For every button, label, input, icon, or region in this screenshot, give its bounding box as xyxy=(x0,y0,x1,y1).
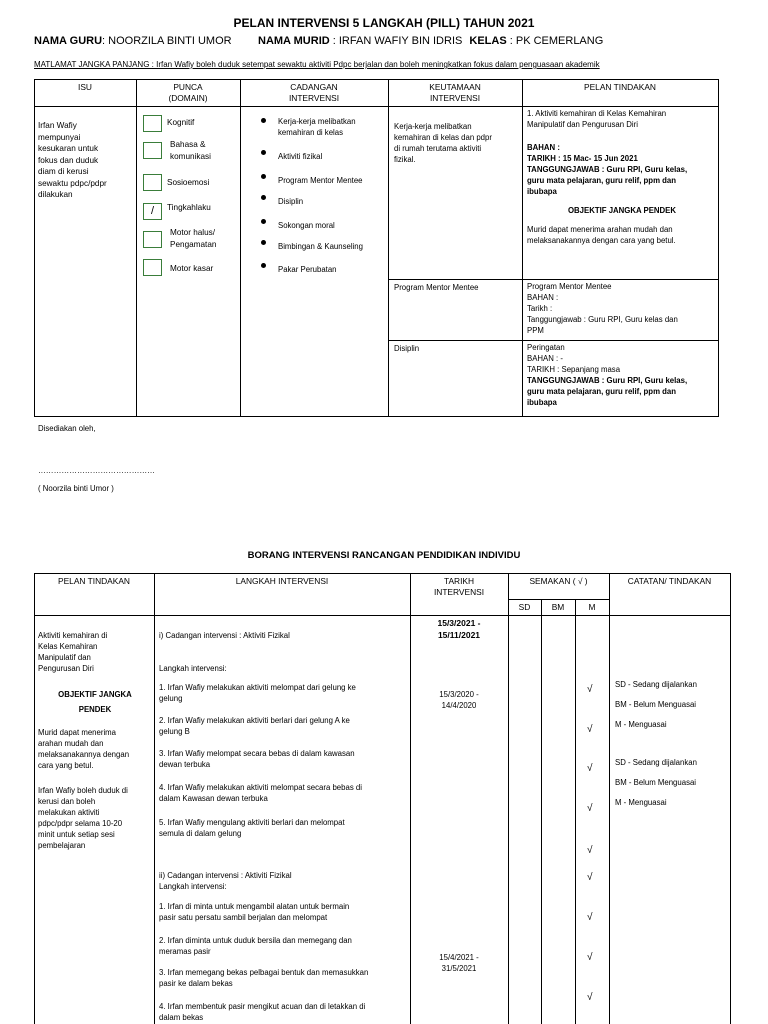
checkmark-icon: √ xyxy=(587,912,593,923)
keutamaan-1-line: di rumah terutama aktiviti xyxy=(394,144,482,153)
pelan-3-line: guru mata pelajaran, guru relif, ppm dan xyxy=(527,387,677,396)
murid-value: : IRFAN WAFIY BIN IDRIS xyxy=(332,35,463,47)
langkah-intervensi-1: Langkah intervensi: xyxy=(159,664,227,673)
header-punca-line1: PUNCA xyxy=(173,82,203,92)
cadangan-6: Bimbingan & Kaunseling xyxy=(278,242,363,251)
isu-line: sewaktu pdpc/pdpr xyxy=(38,178,107,188)
pelan2-col-line: minit untuk setiap sesi xyxy=(38,830,115,839)
header-punca xyxy=(136,82,240,104)
pelan2-col-line: pembelajaran xyxy=(38,841,86,850)
header2-m: M xyxy=(588,602,596,612)
step2-1 xyxy=(159,901,409,923)
header2-tarikh-line2: INTERVENSI xyxy=(433,587,485,597)
pelan2-col-line: melakukan aktiviti xyxy=(38,808,100,817)
pelan2-col-line: cara yang betul. xyxy=(38,761,94,770)
bullet-icon xyxy=(261,219,266,224)
step-line: dalam bekas xyxy=(159,1013,204,1022)
doc2-title: BORANG INTERVENSI RANCANGAN PENDIDIKAN INDIVIDU xyxy=(247,550,521,561)
header-keutamaan-line1: KEUTAMAAN xyxy=(429,82,481,92)
domain-sosioemosi: Sosioemosi xyxy=(167,178,210,187)
pelan-1-objektif-text: Murid dapat menerima arahan mudah dan xyxy=(527,225,673,234)
step-line: 1. Irfan Wafiy melakukan aktiviti melompat dari gelung ke xyxy=(159,683,356,692)
step-line: 1. Irfan di minta untuk mengambil alatan untuk bermain xyxy=(159,902,350,911)
tarikh-line: 15/4/2021 - xyxy=(439,953,479,962)
guru-row xyxy=(34,35,232,47)
step-line: 3. Irfan memegang bekas pelbagai bentuk dan memasukkan xyxy=(159,968,369,977)
tarikh-range-3 xyxy=(410,952,508,974)
step2-3 xyxy=(159,967,409,989)
pelan-1-line: Manipulatif dan Pengurusan Diri xyxy=(527,120,638,129)
bullet-icon xyxy=(261,174,266,179)
pelan2-col-line: Pengurusan Diri xyxy=(38,664,94,673)
step-line: gelung B xyxy=(159,727,190,736)
checkbox-motor-kasar[interactable] xyxy=(143,259,162,276)
header2-langkah: LANGKAH INTERVENSI xyxy=(235,576,329,586)
tarikh-line: 15/3/2021 - xyxy=(437,618,481,628)
domain-motor-kasar: Motor kasar xyxy=(170,264,214,273)
step-line: 2. Irfan Wafiy melakukan aktiviti berlari dari gelung A ke xyxy=(159,716,350,725)
pelan-1-objektif-text: melaksanakannya dengan cara yang betul. xyxy=(527,236,676,245)
pelan2-col-line: pdpc/pdpr selama 10-20 xyxy=(38,819,123,828)
header2-pelan: PELAN TINDAKAN xyxy=(58,576,130,586)
step-5 xyxy=(159,817,409,839)
legend-bm: BM - Belum Menguasai xyxy=(615,700,697,709)
step-line: semula di dalam gelung xyxy=(159,829,242,838)
domain-motor-halus-line1: Motor halus/ xyxy=(170,228,216,237)
pelan-1-tarikh: TARIKH : 15 Mac- 15 Jun 2021 xyxy=(527,154,638,163)
checkmark-icon: √ xyxy=(587,872,593,883)
doc1-title: PELAN INTERVENSI 5 LANGKAH (PILL) TAHUN 2021 xyxy=(233,16,535,30)
header-pelan: PELAN TINDAKAN xyxy=(584,82,656,92)
pelan2-col-line: Aktiviti kemahiran di xyxy=(38,631,108,640)
pelan2-col-line: kerusi dan boleh xyxy=(38,797,96,806)
cadangan-5: Sokongan moral xyxy=(278,221,335,230)
isu-line: fokus dan duduk xyxy=(38,155,99,165)
domain-motor-halus-line2: Pengamatan xyxy=(170,239,217,249)
step-line: 5. Irfan Wafiy mengulang aktiviti berlari dan melompat xyxy=(159,818,345,827)
keutamaan-3: Disiplin xyxy=(394,344,420,353)
domain-bahasa-line2: komunikasi xyxy=(170,151,211,161)
cadangan-4: Disiplin xyxy=(278,197,304,206)
step-line: dalam Kawasan dewan terbuka xyxy=(159,794,268,803)
cadangan-3: Program Mentor Mentee xyxy=(278,176,363,185)
kelas-value: : PK CEMERLANG xyxy=(509,35,604,47)
domain-bahasa-line1: Bahasa & xyxy=(170,140,206,149)
bullet-icon xyxy=(261,195,266,200)
step2-2 xyxy=(159,935,409,957)
isu-line: mempunyai xyxy=(38,132,81,142)
isu-text xyxy=(38,120,134,201)
cadangan-1-line2: kemahiran di kelas xyxy=(278,128,344,137)
pelan-2 xyxy=(527,281,717,336)
pelan-1-objektif: OBJEKTIF JANGKA PENDEK xyxy=(567,206,676,215)
murid-label: NAMA MURID xyxy=(258,35,330,47)
tarikh-range-2 xyxy=(410,689,508,711)
step-line: 2. Irfan diminta untuk duduk bersila dan memegang dan xyxy=(159,936,352,945)
pelan2-col-line: Irfan Wafiy boleh duduk di xyxy=(38,786,128,795)
signer-name: ( Noorzila binti Umor ) xyxy=(38,484,114,493)
pelan-3 xyxy=(527,342,717,408)
cadangan-2: Aktiviti fizikal xyxy=(278,152,323,161)
step-line: dewan terbuka xyxy=(159,760,211,769)
pelan2-col-line: Manipulatif dan xyxy=(38,653,91,662)
kelas-label: KELAS xyxy=(469,35,507,47)
cadangan-1 xyxy=(278,116,356,138)
checkmark-icon: √ xyxy=(587,803,593,814)
step-line: meramas pasir xyxy=(159,947,211,956)
signature-line: ……………………………………… xyxy=(38,466,155,475)
step-line: 4. Irfan membentuk pasir mengikut acuan dan di letakkan di xyxy=(159,1002,366,1011)
pelan-1 xyxy=(527,108,717,246)
catatan-legend-1 xyxy=(615,679,697,730)
legend-m: M - Menguasai xyxy=(615,798,667,807)
pelan2-col-line: Murid dapat menerima xyxy=(38,728,117,737)
pelan-3-line: TARIKH : Sepanjang masa xyxy=(527,365,621,374)
cadangan-7: Pakar Perubatan xyxy=(278,265,337,274)
tarikh-range-1 xyxy=(410,617,508,641)
tarikh-line: 15/11/2021 xyxy=(437,630,481,640)
cadangan-intervensi-1: i) Cadangan intervensi : Aktiviti Fizikal xyxy=(159,631,290,640)
pelan-3-line: BAHAN : - xyxy=(527,354,563,363)
checkbox-bahasa[interactable] xyxy=(143,142,162,159)
langkah-intervensi-2: Langkah intervensi: xyxy=(159,882,227,891)
bullet-icon xyxy=(261,263,266,268)
checkmark-icon: √ xyxy=(587,684,593,695)
step-2 xyxy=(159,715,409,737)
keutamaan-2: Program Mentor Mentee xyxy=(394,283,479,292)
pelan-1-tanggungjawab: ibubapa xyxy=(527,187,557,196)
pelan2-col-line: melaksanakannya dengan xyxy=(38,750,130,759)
pelan2-col-line: arahan mudah dan xyxy=(38,739,104,748)
keutamaan-1-line: fizikal. xyxy=(394,155,416,164)
pelan2-col-line: Kelas Kemahiran xyxy=(38,642,98,651)
bullet-icon xyxy=(261,240,266,245)
pelan-2-line: Program Mentor Mentee xyxy=(527,282,612,291)
checkbox-motor-halus[interactable] xyxy=(143,231,162,248)
step-line: 3. Irfan Wafiy melompat secara bebas di dalam kawasan xyxy=(159,749,355,758)
step-3 xyxy=(159,748,409,770)
step-4 xyxy=(159,782,409,804)
pelan-1-tanggungjawab: TANGGUNGJAWAB : Guru RPI, Guru kelas, xyxy=(527,165,688,174)
tarikh-line: 14/4/2020 xyxy=(441,701,477,710)
murid-row xyxy=(258,35,603,47)
pelan-1-bahan: BAHAN : xyxy=(527,143,560,152)
pelan-2-line: BAHAN : xyxy=(527,293,559,302)
cadangan-intervensi-2: ii) Cadangan intervensi : Aktiviti Fizikal xyxy=(159,871,292,880)
domain-tingkahlaku: Tingkahlaku xyxy=(167,203,211,212)
checkbox-kognitif[interactable] xyxy=(143,115,162,132)
pelan2-objektif: PENDEK xyxy=(78,705,112,714)
domain-motor-halus xyxy=(170,227,216,250)
header2-bm: BM xyxy=(551,602,565,612)
legend-bm: BM - Belum Menguasai xyxy=(615,778,697,787)
isu-line: kesukaran untuk xyxy=(38,144,99,153)
header2-catatan: CATATAN/ TINDAKAN xyxy=(627,576,712,586)
domain-bahasa xyxy=(170,139,211,162)
header2-semakan: SEMAKAN ( √ ) xyxy=(529,576,588,586)
header-cadangan-line2: INTERVENSI xyxy=(288,93,340,103)
pelan-3-line: TANGGUNGJAWAB : Guru RPI, Guru kelas, xyxy=(527,376,688,385)
tarikh-line: 31/5/2021 xyxy=(441,964,477,973)
legend-m: M - Menguasai xyxy=(615,720,667,729)
pelan-1-tanggungjawab: guru mata pelajaran, guru relif, ppm dan xyxy=(527,176,677,185)
bullet-icon xyxy=(261,118,266,123)
catatan-legend-2 xyxy=(615,757,697,808)
matlamat: MATLAMAT JANGKA PANJANG : Irfan Wafiy boleh duduk setempat sewaktu aktiviti Pdpc berjalan dan boleh meningkatkan fokus dalam penguasaan akademik xyxy=(34,60,600,69)
checkbox-sosioemosi[interactable] xyxy=(143,174,162,191)
checkmark-icon: √ xyxy=(587,992,593,1003)
legend-sd: SD - Sedang dijalankan xyxy=(615,758,697,767)
isu-line: dilakukan xyxy=(38,190,73,199)
header2-tarikh-line1: TARIKH xyxy=(443,576,475,586)
pelan2-col xyxy=(38,630,152,851)
bullet-icon xyxy=(261,150,266,155)
header2-sd: SD xyxy=(518,602,531,612)
pelan-3-line: ibubapa xyxy=(527,398,557,407)
pelan-2-line: PPM xyxy=(527,326,544,335)
header-cadangan xyxy=(240,82,388,104)
pelan-3-line: Peringatan xyxy=(527,343,565,352)
isu-line: diam di kerusi xyxy=(38,167,89,176)
step-line: 4. Irfan Wafiy melakukan aktiviti melompat secara bebas di xyxy=(159,783,362,792)
step-line: pasir ke dalam bekas xyxy=(159,979,233,988)
checkmark-icon: √ xyxy=(587,763,593,774)
pelan2-objektif: OBJEKTIF JANGKA xyxy=(58,690,132,699)
domain-kognitif: Kognitif xyxy=(167,118,195,127)
checkmark-icon: √ xyxy=(587,724,593,735)
checkmark-icon: √ xyxy=(587,845,593,856)
pelan-2-line: Tarikh : xyxy=(527,304,553,313)
header-keutamaan xyxy=(388,82,522,104)
legend-sd: SD - Sedang dijalankan xyxy=(615,680,697,689)
cadangan-1-line1: Kerja-kerja melibatkan xyxy=(278,117,356,126)
guru-value: : NOORZILA BINTI UMOR xyxy=(102,35,232,47)
pelan-2-line: Tanggungjawab : Guru RPI, Guru kelas dan xyxy=(527,315,678,324)
guru-label: NAMA GURU xyxy=(34,35,103,47)
header-cadangan-line1: CADANGAN xyxy=(290,82,338,92)
header-keutamaan-line2: INTERVENSI xyxy=(429,93,481,103)
header-punca-line2: (DOMAIN) xyxy=(168,93,208,103)
step-1 xyxy=(159,682,409,704)
step2-4 xyxy=(159,1001,409,1023)
step-line: pasir satu persatu sambil berjalan dan melompat xyxy=(159,913,328,922)
keutamaan-1-line: Kerja-kerja melibatkan xyxy=(394,122,472,131)
isu-line: Irfan Wafiy xyxy=(38,121,77,130)
header2-tarikh xyxy=(410,576,508,598)
keutamaan-1 xyxy=(394,121,520,165)
tarikh-line: 15/3/2020 - xyxy=(439,690,479,699)
disediakan-oleh: Disediakan oleh, xyxy=(38,424,96,433)
checkmark-icon: √ xyxy=(587,952,593,963)
checkbox-tingkahlaku[interactable]: / xyxy=(143,203,162,220)
pelan-1-line: 1. Aktiviti kemahiran di Kelas Kemahiran xyxy=(527,109,667,118)
header-isu: ISU xyxy=(78,82,92,92)
keutamaan-1-line: kemahiran di kelas dan pdpr xyxy=(394,133,492,142)
step-line: gelung xyxy=(159,694,183,703)
